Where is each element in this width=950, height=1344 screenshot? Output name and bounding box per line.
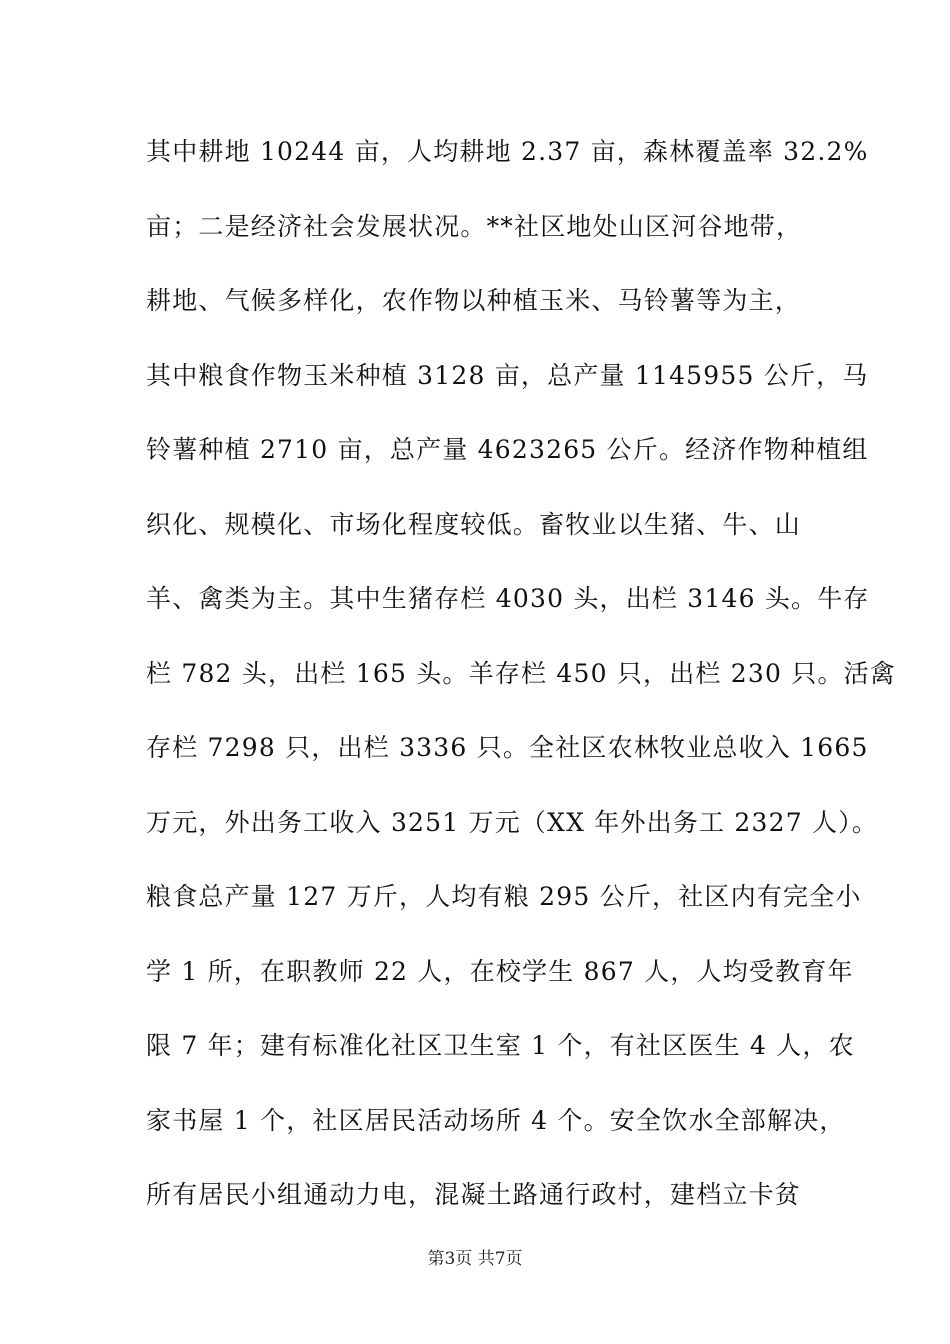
text-line-11: 粮食总产量 127 万斤，人均有粮 295 公斤，社区内有完全小 (146, 882, 862, 911)
text-line-7: 羊、禽类为主。其中生猪存栏 4030 头，出栏 3146 头。牛存 (146, 584, 870, 613)
text-line-14: 家书屋 1 个，社区居民活动场所 4 个。安全饮水全部解决， (146, 1105, 846, 1135)
text-line-2: 亩；二是经济社会发展状况。**社区地处山区河谷地带， (146, 211, 803, 241)
page-number-footer: 第3页 共7页 (427, 1249, 523, 1269)
text-line-10: 万元，外出务工收入 3251 万元（XX 年外出务工 2327 人）。 (146, 807, 879, 837)
text-line-4: 其中粮食作物玉米种植 3128 亩，总产量 1145955 公斤，马 (146, 360, 869, 390)
text-line-8: 栏 782 头，出栏 165 头。羊存栏 450 只，出栏 230 只。活禽 (146, 658, 897, 688)
text-line-6: 织化、规模化、市场化程度较低。畜牧业以生猪、牛、山 (146, 509, 802, 539)
text-line-1: 其中耕地 10244 亩，人均耕地 2.37 亩，森林覆盖率 32.2% (146, 137, 869, 166)
text-line-5: 铃薯种植 2710 亩，总产量 4623265 公斤。经济作物种植组 (146, 435, 869, 464)
text-line-9: 存栏 7298 只，出栏 3336 只。全社区农林牧业总收入 1665 (146, 733, 869, 762)
text-line-3: 耕地、气候多样化，农作物以种植玉米、马铃薯等为主， (146, 286, 802, 315)
text-line-15: 所有居民小组通动力电，混凝土路通行政村，建档立卡贫 (146, 1180, 802, 1209)
text-line-13: 限 7 年；建有标准化社区卫生室 1 个，有社区医生 4 人，农 (146, 1031, 855, 1060)
body-text (146, 128, 897, 1246)
text-line-12: 学 1 所，在职教师 22 人，在校学生 867 人，人均受教育年 (146, 956, 854, 986)
